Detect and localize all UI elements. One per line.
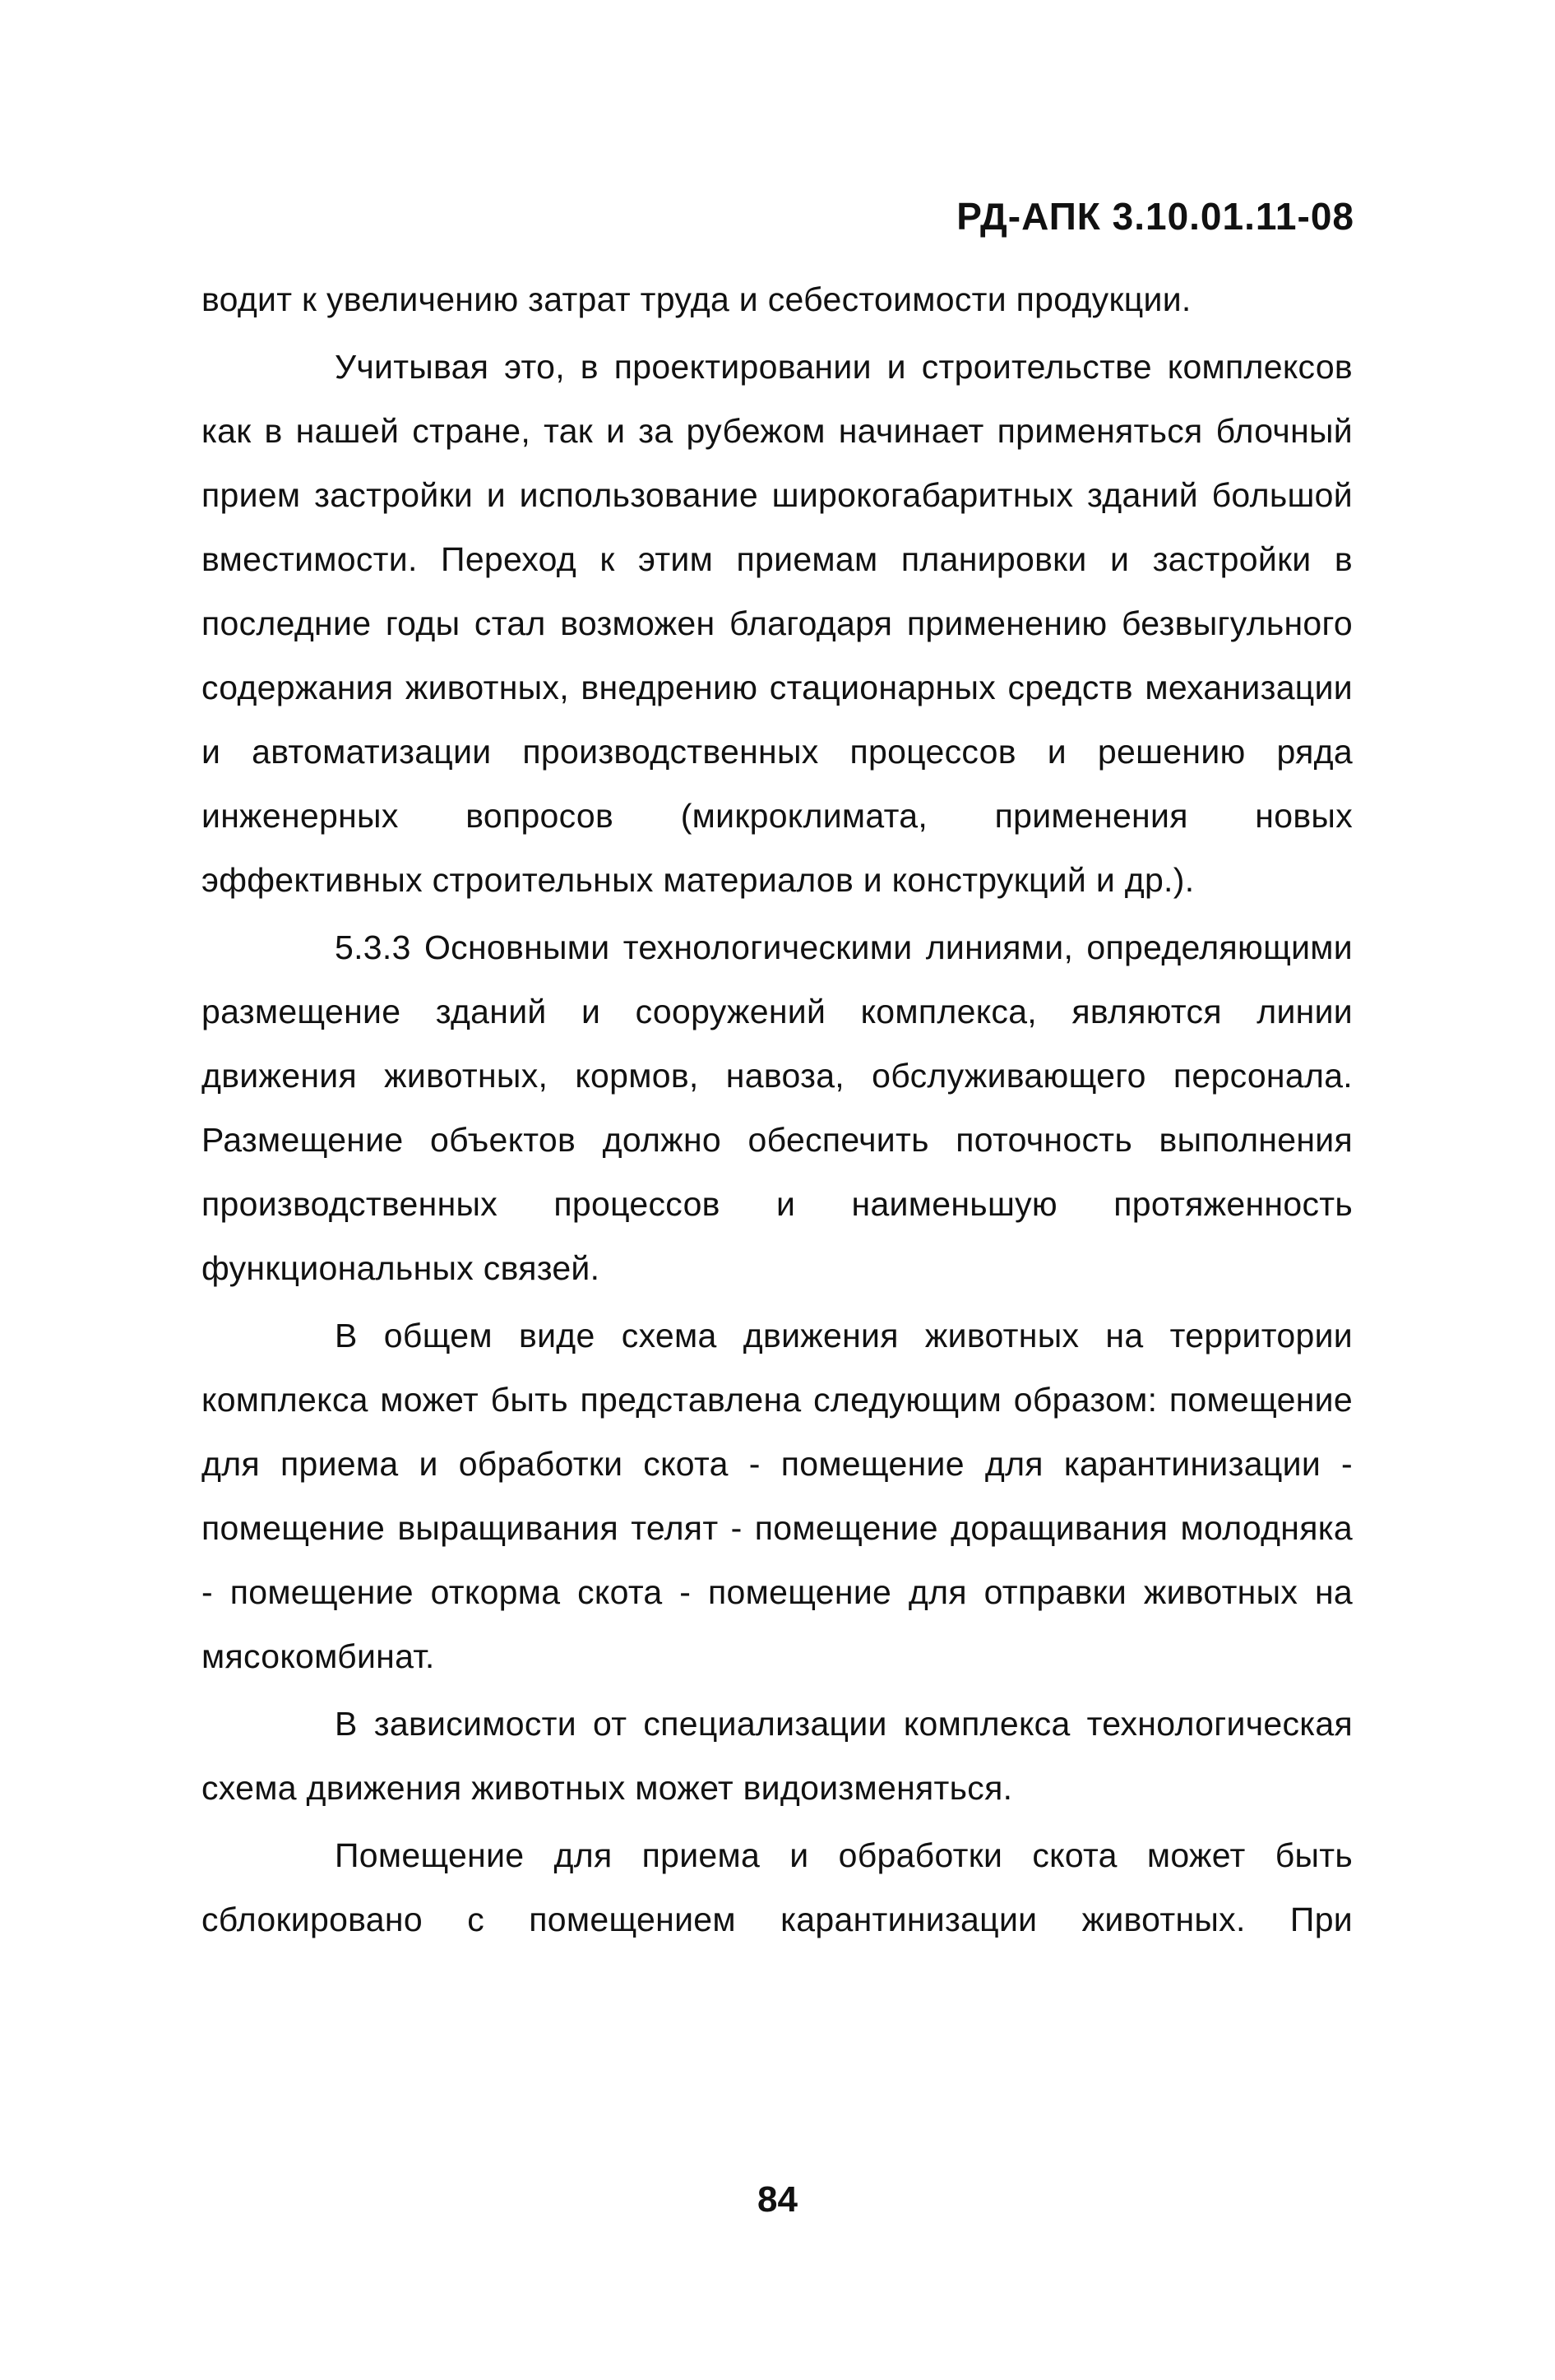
paragraph: В общем виде схема движения животных на территории комплекса может быть представлена следующим образом: помещение для приема и обработки скота - помещение для карантинизации - помещение выращивания телят - помещение доращивания молодняка - помещение откорма скота - помещение для отправки животных на мясокомбинат. [201, 1317, 1353, 1675]
page-number: 84 [757, 2179, 798, 2220]
paragraph-continuation: водит к увеличению затрат труда и себестоимости продукции. [201, 280, 1192, 318]
paragraph-section-5-3-3: 5.3.3 Основными технологическими линиями, определяющими размещение зданий и сооружений комплекса, являются линии движения животных, кормов, навоза, обслуживающего персонала. Размещение объектов должно обеспечить поточность выполнения производственных процессов и наименьшую протяженность функциональных связей. [201, 928, 1353, 1287]
document-code: РД-АПК 3.10.01.11-08 [956, 195, 1354, 238]
paragraph: Учитывая это, в проектировании и строительстве комплексов как в нашей стране, так и за рубежом начинает применяться блочный прием застройки и использование широкогабаритных зданий большой вместимости. Переход к этим приемам планировки и застройки в последние годы стал возможен благодаря применению безвыгульного содержания животных, внедрению стационарных средств механизации и автоматизации производственных процессов и решению ряда инженерных вопросов (микроклимата, применения новых эффективных строительных материалов и конструкций и др.). [201, 348, 1353, 899]
paragraph: В зависимости от специализации комплекса технологическая схема движения животных может видоизменяться. [201, 1705, 1353, 1807]
body-text [201, 267, 1353, 1952]
paragraph-continued: Помещение для приема и обработки скота может быть сблокировано с помещением карантинизации животных. При [201, 1836, 1353, 1938]
